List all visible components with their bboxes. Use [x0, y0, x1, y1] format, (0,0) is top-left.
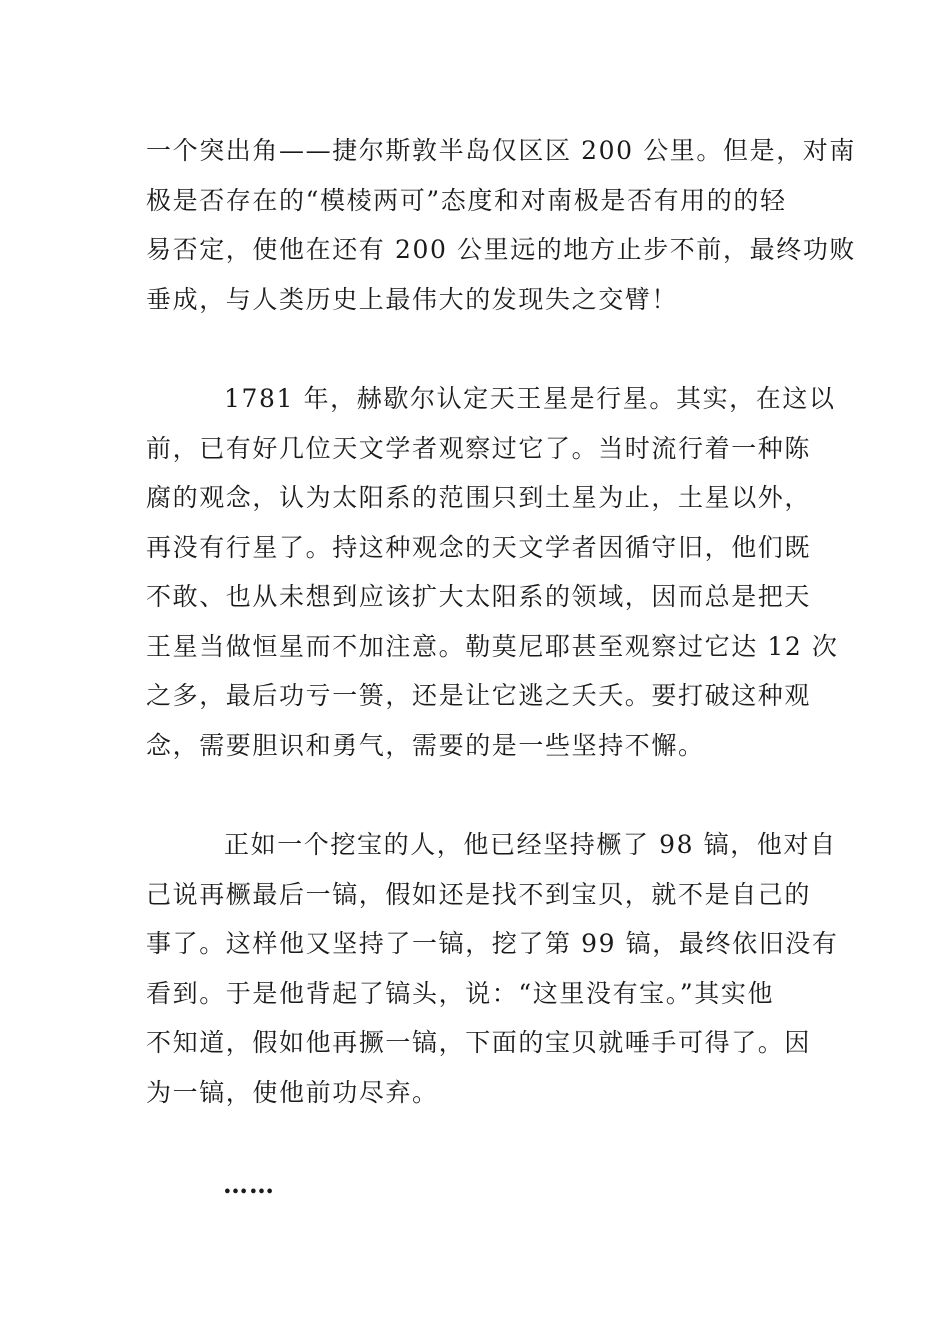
paragraph-line: 念，需要胆识和勇气，需要的是一些坚持不懈。: [146, 730, 705, 760]
ellipsis: ……: [223, 1170, 275, 1199]
paragraph-line: 之多，最后功亏一篑，还是让它逃之夭夭。要打破这种观: [146, 681, 812, 710]
paragraph-line: 前，已有好几位天文学者观察过它了。当时流行着一种陈: [146, 433, 812, 463]
paragraph-line: 王星当做恒星而不加注意。勒莫尼耶甚至观察过它达 12 次: [146, 631, 839, 661]
paragraph-line: 不敢、也从未想到应该扩大太阳系的领域，因而总是把天: [146, 582, 812, 611]
paragraph-line: 为一镐，使他前功尽弃。: [146, 1077, 439, 1107]
paragraph-line: 极是否存在的“模棱两可”态度和对南极是否有用的的轻: [146, 185, 787, 215]
paragraph-line: 易否定，使他在还有 200 公里远的地方止步不前，最终功败: [146, 235, 857, 264]
paragraph-line: 己说再橛最后一镐，假如还是找不到宝贝，就不是自己的: [146, 879, 812, 909]
paragraph-line: 正如一个挖宝的人，他已经坚持橛了 98 镐，他对自: [224, 830, 837, 859]
paragraph-line: 1781 年，赫歇尔认定天王星是行星。其实，在这以: [224, 384, 836, 413]
paragraph-3: [146, 820, 839, 1117]
paragraph-2: [146, 374, 839, 770]
paragraph-line: 再没有行星了。持这种观念的天文学者因循守旧，他们既: [146, 532, 812, 562]
paragraph-line: 看到。于是他背起了镐头，说：“这里没有宝。”其实他: [146, 978, 775, 1008]
paragraph-1: [146, 126, 857, 324]
paragraph-line: 一个突出角——捷尔斯敦半岛仅区区 200 公里。但是，对南: [146, 136, 857, 165]
paragraph-line: 腐的观念，认为太阳系的范围只到土星为止，土星以外，: [146, 483, 812, 512]
paragraph-line: 事了。这样他又坚持了一镐，挖了第 99 镐，最终依旧没有: [146, 929, 839, 958]
paragraph-line: 垂成，与人类历史上最伟大的发现失之交臂！: [146, 284, 679, 314]
paragraph-line: 不知道，假如他再撅一镐，下面的宝贝就唾手可得了。因: [146, 1028, 812, 1057]
